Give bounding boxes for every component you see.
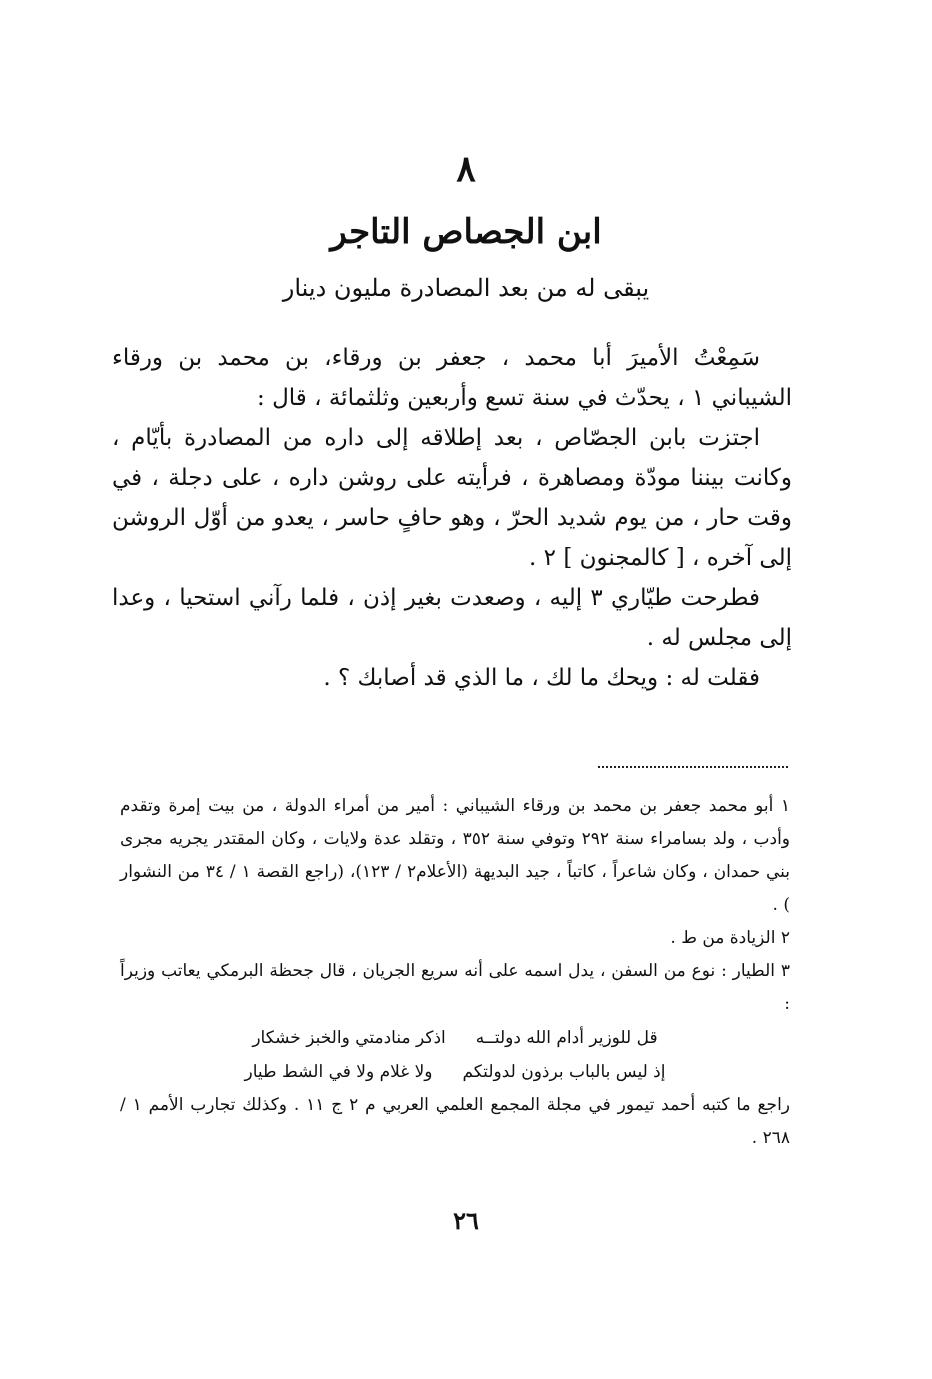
verse-first-hemistich: إذ ليس بالباب برذون لدولتكم (462, 1062, 666, 1082)
footnote: ٣ الطيار : نوع من السفن ، يدل اسمه على أنه سريع الجريان ، قال جحظة البرمكي يعاتب وزيراً : (120, 961, 790, 1014)
page-number: ٢٦ (453, 1206, 479, 1235)
page-title: ابن الجصاص التاجر (330, 212, 602, 252)
verse-line (120, 1021, 790, 1055)
footnote-reference: راجع ما كتبه أحمد تيمور في مجلة المجمع العلمي العربي م ٢ ج ١١ . وكذلك تجارب الأمم ١ / ٢٦٨ . (120, 1095, 791, 1148)
verse-second-hemistich: ولا غلام ولا في الشط طيار (244, 1062, 433, 1082)
chapter-number: ٨ (456, 148, 476, 190)
footnotes (120, 790, 790, 1155)
verse-line (120, 1055, 790, 1089)
paragraph: فطرحت طيّاري ٣ إليه ، وصعدت بغير إذن ، فلما رآني استحيا ، وعدا إلى مجلس له . (112, 585, 792, 651)
paragraph: سَمِعْتُ الأميرَ أبا محمد ، جعفر بن ورقاء، بن محمد بن ورقاء الشيباني ١ ، يحدّث في سنة تسع وأربعين وثلثمائة ، قال : (112, 345, 792, 411)
paragraph: اجتزت بابن الجصّاص ، بعد إطلاقه إلى داره من المصادرة بأيّام ، وكانت بيننا مودّة ومصاهرة ، فرأيته على روشن داره ، على دجلة ، في وقت حار ، من يوم شديد الحرّ ، وهو حافٍ حاسر ، يعدو من أوّل الروشن إلى آخره ، [ كالمجنون ] ٢ . (112, 425, 792, 571)
footnote: ٢ الزيادة من ط . (670, 928, 790, 948)
verse-second-hemistich: اذكر منادمتي والخبز خشكار (252, 1028, 446, 1048)
paragraph: فقلت له : ويحك ما لك ، ما الذي قد أصابك ؟ . (323, 665, 760, 691)
verse-first-hemistich: قل للوزير أدام الله دولتــه (475, 1028, 658, 1048)
page-subtitle: يبقى له من بعد المصادرة مليون دينار (282, 274, 650, 302)
body-text (112, 338, 792, 698)
footnote: ١ أبو محمد جعفر بن محمد بن ورقاء الشيباني : أمير من أمراء الدولة ، من بيت إمرة وتقدم وأدب ، ولد بسامراء سنة ٢٩٢ وتوفي سنة ٣٥٢ ، وتقلد عدة ولايات ، وكان المقتدر يجريه مجرى بني حمدان ، وكان شاعراً ، كاتباً ، جيد البديهة (الأعلام٢ / ١٢٣)، (راجع القصة ١ / ٣٤ من النشوار ) . (120, 796, 791, 915)
footnote-divider (598, 766, 788, 768)
